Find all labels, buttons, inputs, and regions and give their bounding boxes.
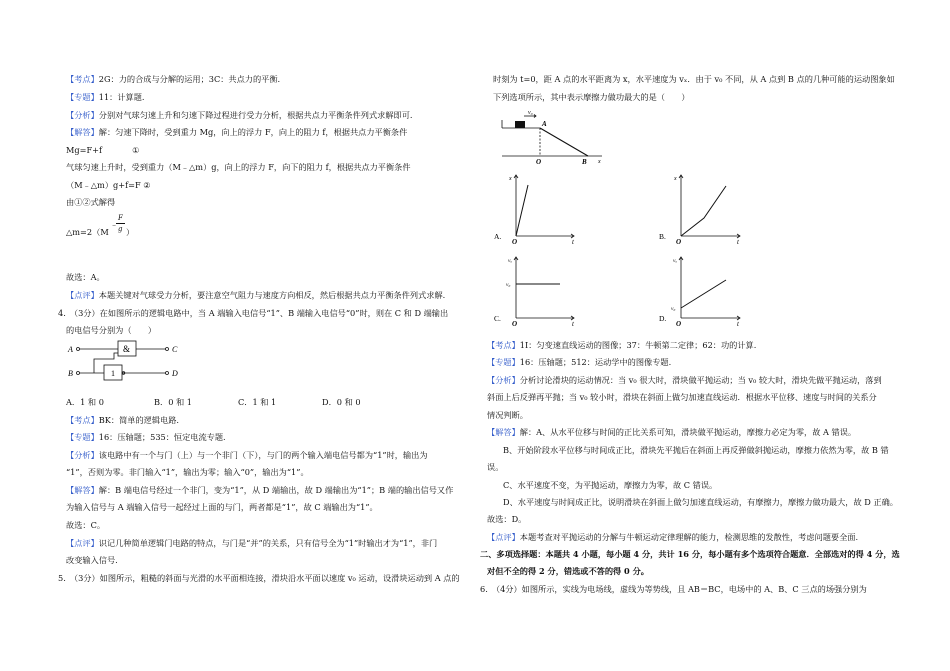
- fraction-prefix: △m=2（M: [66, 227, 109, 237]
- q5-dianping-text: 本题考查对平抛运动的分解与牛顿运动定律理解的能力，检测思维的发散性，考虑问题要全面.: [519, 532, 859, 542]
- fraction-numerator: F: [118, 214, 123, 222]
- equation-2: （M﹣△m）g+f=F ②: [66, 180, 151, 190]
- graph-a-curve: [516, 185, 528, 236]
- q4-answer: 故选：C。: [66, 520, 106, 530]
- fenxi-text: 分别对气球匀速上升和匀速下降过程进行受力分析，根据共点力平衡条件列式求解即可.: [98, 110, 413, 120]
- q5-dianping: [487, 532, 858, 543]
- q4-jieda-text-1: 解：B 端电信号经过一个非门，变为“1”，从 D 端输出，故 D 端输出为“1”；B 端的输出信号又作: [98, 485, 454, 495]
- circuit-label-c: C: [172, 345, 178, 354]
- q4-dianping-1: [66, 538, 437, 549]
- q5-kaodian-tag: 【考点】: [487, 340, 520, 350]
- graph-a-origin: O: [512, 238, 518, 245]
- graph-b-y-label: x: [674, 176, 677, 182]
- ascent-line: 气球匀速上升时，受到重力（M﹣△m）g，向上的浮力 F，向下的阻力 f，根据共点力平衡条件: [66, 162, 411, 172]
- q5-fenxi-text-1: 分析讨论滑块的运动情况：当 v₀ 很大时，滑块做平抛运动；当 v₀ 较大时，滑块先做平抛运动，落到: [519, 375, 882, 385]
- origin-label: O: [536, 158, 542, 166]
- circuit-label-d: D: [172, 369, 178, 378]
- q4-fenxi-text-1: 该电路中有一个与门（上）与一个非门（下），与门的两个输入端电信号都为“1”时，输出为: [98, 450, 428, 460]
- q5-jieda-5: D、水平速度与时间成正比，说明滑块在斜面上做匀加速直线运动，有摩擦力，摩擦力做功最大，故 D 正确。: [503, 497, 898, 507]
- graph-d-label[interactable]: D.: [659, 314, 667, 323]
- q5-kaodian-text: 1I：匀变速直线运动的图像；37：牛顿第二定律；62：功的计算.: [519, 340, 757, 350]
- kaodian-line: [66, 74, 280, 85]
- q4-dianping-text-1: 识记几种简单逻辑门电路的特点，与门是“并”的关系，只有信号全为“1”时输出才为“1”，非门: [98, 538, 438, 548]
- terminal-c: [166, 348, 169, 351]
- q5-answer: 故选：D。: [487, 514, 527, 524]
- q4-kaodian-text: BK：简单的逻辑电路.: [98, 415, 180, 425]
- graph-a-y-label: x: [509, 176, 512, 182]
- graph-d-v0-label: v₀: [671, 306, 676, 312]
- graph-c-t-label: t: [572, 320, 574, 327]
- slider-block: [515, 121, 525, 128]
- equation-1: [66, 145, 139, 156]
- q4-fenxi-2: “1”，否则为零。非门输入“1”，输出为零；输入“0”，输出为“1”。: [66, 467, 309, 477]
- q5-jieda-1: [487, 427, 856, 438]
- graph-b-t-label: t: [737, 238, 739, 245]
- jieda-tag: 【解答】: [66, 127, 99, 137]
- dianping-tag: 【点评】: [66, 290, 99, 300]
- q5-jieda-4: C、水平速度不变，为平抛运动，摩擦力为零，故 C 错误。: [503, 480, 718, 490]
- fraction-denominator: g: [118, 225, 123, 233]
- point-a-label: A: [542, 120, 547, 128]
- q4-dianping-tag: 【点评】: [66, 538, 99, 548]
- q5-kaodian: [487, 340, 756, 351]
- v0-label: v₀: [528, 110, 533, 116]
- zhuanti-line: [66, 92, 145, 103]
- section-2-heading-1: 二、多项选择题：本题共 4 小题，每小题 4 分，共计 16 分，每小题有多个选项符合题意．全部选对的得 4 分，选: [480, 549, 900, 559]
- q5-fenxi-2: 斜面上后反弹再平抛；当 v₀ 较小时，滑块在斜面上做匀加速直线运动．根据水平位移、速度与时间的关系分: [487, 392, 877, 402]
- graph-a-t-label: t: [572, 238, 574, 245]
- q4-kaodian: [66, 415, 179, 426]
- point-b-label: B: [582, 158, 587, 166]
- q5-jieda-3: 误。: [487, 462, 504, 472]
- q4-option-a[interactable]: A．1 和 0: [66, 397, 104, 407]
- not-gate-symbol: 1: [111, 369, 115, 378]
- fraction-minus: ﹣: [110, 219, 119, 229]
- q4-stem-2: 的电信号分别为（ ）: [66, 325, 157, 335]
- q4-jieda-tag: 【解答】: [66, 485, 99, 495]
- q4-zhuanti-text: 16：压轴题；535：恒定电流专题.: [98, 432, 226, 442]
- q5-jieda-2: B、开始阶段水平位移与时间成正比，滑块先平抛后在斜面上再反弹做斜抛运动，摩擦力依然为零，故 B 错: [503, 445, 889, 455]
- graph-b-curve: [681, 186, 726, 236]
- circuit-label-a: A: [68, 345, 73, 354]
- equation-1-text: Mg=F+f: [66, 145, 103, 155]
- fenxi-tag: 【分析】: [66, 110, 99, 120]
- q5-jieda-text-1: 解：A、从水平位移与时间的正比关系可知，滑块做平抛运动，摩擦力必定为零，故 A 错误。: [519, 427, 857, 437]
- q4-stem-1: 4. （3分）在如图所示的逻辑电路中，当 A 端输入电信号“1”、B 端输入电信号“0”时，则在 C 和 D 端输出: [58, 308, 449, 318]
- dianping-line: [66, 290, 445, 301]
- q5-jieda-tag: 【解答】: [487, 427, 520, 437]
- q5-zhuanti-tag: 【专题】: [487, 357, 520, 367]
- answer-q3: 故选：A。: [66, 272, 105, 282]
- circuit-label-b: B: [68, 369, 73, 378]
- section-2-heading-2: 对但不全的得 2 分，错选或不答的得 0 分。: [487, 566, 649, 576]
- q5-zhuanti-text: 16：压轴题；512：运动学中的图像专题.: [519, 357, 672, 367]
- kaodian-text: 2G：力的合成与分解的运用；3C：共点力的平衡.: [98, 74, 281, 84]
- solve-line: 由①②式解得: [66, 197, 116, 207]
- fenxi-line: [66, 110, 413, 121]
- q4-fenxi-1: [66, 450, 428, 461]
- graph-c-origin: O: [512, 320, 518, 327]
- jieda-text: 解：匀速下降时，受到重力 Mg，向上的浮力 F，向上的阻力 f，根据共点力平衡条件: [98, 127, 408, 137]
- terminal-d: [166, 372, 169, 375]
- graphs-cd: [490, 252, 760, 327]
- q4-option-c[interactable]: C．1 和 1: [238, 397, 277, 407]
- q4-jieda-1: [66, 485, 453, 496]
- zhuanti-tag: 【专题】: [66, 92, 99, 102]
- q5-fenxi-tag: 【分析】: [487, 375, 520, 385]
- q5-stem-3: 下列选项所示，其中表示摩擦力做功最大的是（ ）: [493, 92, 690, 102]
- q4-kaodian-tag: 【考点】: [66, 415, 99, 425]
- q5-fenxi-1: [487, 375, 882, 386]
- fraction-suffix: ）: [126, 227, 135, 237]
- incline-surface: [540, 128, 588, 156]
- graphs-ab: [490, 170, 760, 245]
- jieda-line: [66, 127, 407, 138]
- graph-a-label[interactable]: A.: [494, 232, 502, 241]
- q5-dianping-tag: 【点评】: [487, 532, 520, 542]
- graph-b-origin: O: [676, 238, 682, 245]
- q6-stem-1: 6. （4分）如图所示，实线为电场线，虚线为等势线，且 AB＝BC，电场中的 A、B、C 三点的场强分别为: [480, 584, 867, 594]
- q4-fenxi-tag: 【分析】: [66, 450, 99, 460]
- q5-fenxi-3: 情况判断。: [487, 410, 528, 420]
- q4-jieda-2: 为输入信号与 A 端输入信号一起经过上面的与门，两者都是“1”，故 C 端输出为“1”。: [66, 502, 378, 512]
- kaodian-tag: 【考点】: [66, 74, 99, 84]
- q5-stem-2: 时刻为 t=0，距 A 点的水平距离为 x，水平速度为 vₓ．由于 v₀ 不同，从 A 点到 B 点的几种可能的运动图象如: [493, 74, 895, 84]
- equation-1-number: ①: [132, 145, 140, 155]
- incline-figure: [488, 108, 613, 166]
- zhuanti-text: 11：计算题.: [98, 92, 145, 102]
- graph-c-v0-label: v₀: [506, 282, 511, 288]
- graph-d-curve: [681, 280, 726, 308]
- x-label: x: [598, 159, 601, 165]
- graph-c-y-label: vₓ: [508, 258, 513, 264]
- dianping-text: 本题关键对气球受力分析，要注意空气阻力与速度方向相反，然后根据共点力平衡条件列式求解.: [98, 290, 446, 300]
- q4-zhuanti-tag: 【专题】: [66, 432, 99, 442]
- graph-b-label[interactable]: B.: [659, 232, 666, 241]
- logic-circuit-diagram: [64, 338, 194, 384]
- q4-option-d[interactable]: D．0 和 0: [322, 397, 361, 407]
- q4-zhuanti: [66, 432, 226, 443]
- and-gate-symbol: &: [123, 344, 131, 354]
- graph-d-origin: O: [676, 320, 682, 327]
- q4-dianping-2: 改变输入信号.: [66, 555, 118, 565]
- graph-d-t-label: t: [737, 320, 739, 327]
- q5-stem-1: 5. （3分）如图所示，粗糙的斜面与光滑的水平面相连接，滑块沿水平面以速度 v₀ 运动，设滑块运动到 A 点的: [58, 573, 460, 583]
- graph-c-label[interactable]: C.: [494, 314, 501, 323]
- terminal-b: [77, 372, 80, 375]
- graph-d-y-label: vₓ: [673, 258, 678, 264]
- q5-zhuanti: [487, 357, 671, 368]
- q4-option-b[interactable]: B．0 和 1: [154, 397, 193, 407]
- terminal-a: [77, 348, 80, 351]
